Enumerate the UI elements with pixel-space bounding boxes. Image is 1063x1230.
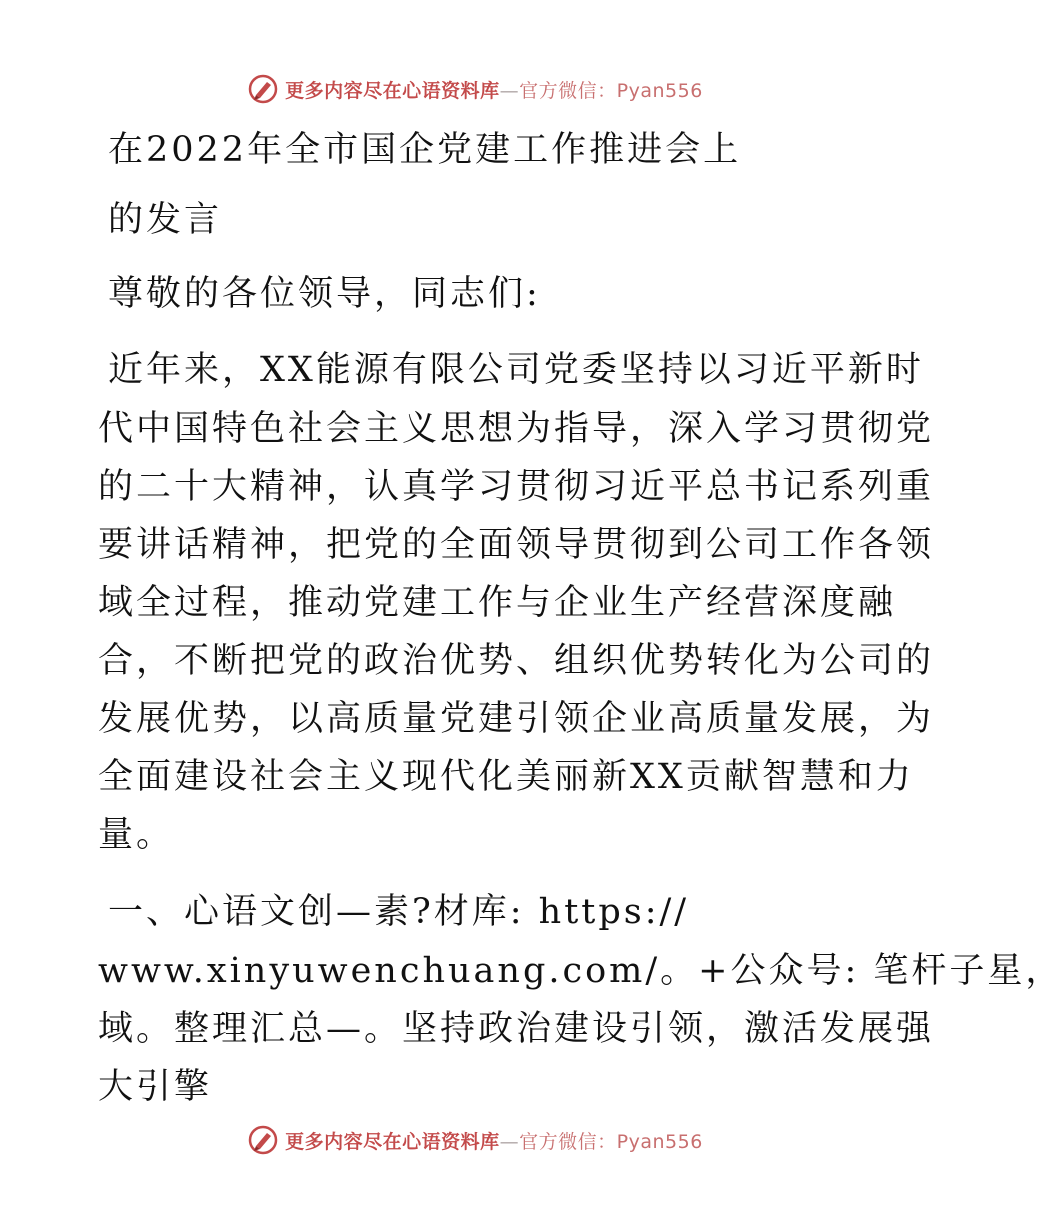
salutation: 尊敬的各位领导，同志们:	[108, 274, 541, 314]
paragraph-line: 要讲话精神，把党的全面领导贯彻到公司工作各领	[98, 525, 935, 565]
pen-logo-icon	[247, 73, 279, 105]
watermark-dash: —	[499, 1130, 520, 1153]
title-line-2: 的发言	[108, 200, 223, 240]
watermark-official: 官方微信：Pyan556	[519, 79, 703, 102]
watermark-text	[285, 1127, 703, 1154]
watermark-main: 更多内容尽在心语资料库	[285, 79, 500, 102]
pen-logo-icon	[247, 1124, 279, 1156]
watermark-main: 更多内容尽在心语资料库	[285, 1130, 500, 1153]
paragraph-line: 的二十大精神，认真学习贯彻习近平总书记系列重	[98, 467, 935, 507]
paragraph-line: 全面建设社会主义现代化美丽新XX贡献智慧和力	[98, 757, 914, 797]
paragraph-line: 合，不断把党的政治优势、组织优势转化为公司的	[98, 641, 935, 681]
watermark-text	[285, 76, 703, 103]
section-heading-line: www.xinyuwenchuang.com/。+公众号: 笔杆子星，	[98, 951, 1063, 991]
paragraph-line: 代中国特色社会主义思想为指导，深入学习贯彻党	[98, 409, 935, 449]
section-heading-line: 大引擎	[98, 1067, 213, 1107]
paragraph-line: 发展优势，以高质量党建引领企业高质量发展，为	[98, 699, 935, 739]
section-heading-line: 一、心语文创—素?材库: https://	[108, 892, 690, 932]
watermark-dash: —	[499, 79, 520, 102]
watermark-banner-bottom	[0, 1123, 950, 1157]
title-line-1: 在2022年全市国企党建工作推进会上	[108, 130, 742, 170]
watermark-banner-top	[0, 72, 950, 106]
paragraph-line: 域全过程，推动党建工作与企业生产经营深度融	[98, 583, 897, 623]
watermark-official: 官方微信：Pyan556	[519, 1130, 703, 1153]
section-heading-line: 域。整理汇总—。坚持政治建设引领，激活发展强	[98, 1009, 935, 1049]
paragraph-line: 近年来，XX能源有限公司党委坚持以习近平新时	[108, 350, 924, 390]
paragraph-line: 量。	[98, 815, 175, 855]
